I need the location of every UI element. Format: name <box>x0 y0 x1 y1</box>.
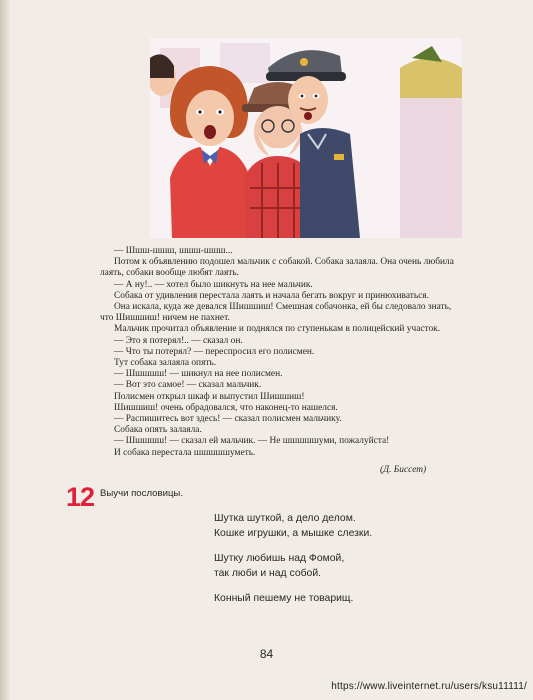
proverb-group <box>214 591 474 606</box>
story-paragraph: — Это я потерял!.. — сказал он. <box>114 335 243 346</box>
story-paragraph: лаять, собаки вообще любят лаять. <box>100 268 239 279</box>
illustration <box>150 38 462 238</box>
story-paragraph: Она искала, куда же девался Шишшиш! Смешная собачонка, ей бы следовало знать, <box>114 302 452 313</box>
page-number: 84 <box>259 647 274 661</box>
proverb-line: Конный пешему не товарищ. <box>214 593 354 604</box>
proverb-line: Шутка шуткой, а дело делом. <box>214 513 356 524</box>
story-paragraph: — Распишитесь вот здесь! — сказал полисмен мальчику. <box>114 414 342 425</box>
story-paragraph: Мальчик прочитал объявление и поднялся по ступенькам в полицейский участок. <box>114 324 441 335</box>
book-spine-shadow <box>0 0 10 700</box>
story-paragraph: Тут собака залаяла опять. <box>114 358 217 369</box>
exercise-number: 12 <box>66 482 95 512</box>
story-paragraph: И собака перестала шшшшшуметь. <box>114 447 256 458</box>
proverb-group <box>214 551 474 581</box>
story-author: (Д. Биссет) <box>380 465 427 475</box>
story-paragraph: — Что ты потерял? — переспросил его полисмен. <box>114 346 315 357</box>
story-paragraph: Потом к объявлению подошел мальчик с собакой. Собака залаяла. Она очень любила <box>114 257 454 268</box>
story-paragraph: — Шшшшш! — шикнул на нее полисмен. <box>114 369 283 380</box>
story-paragraph: Собака от удивления перестала лаять и начала бегать вокруг и принюхиваться. <box>114 290 429 301</box>
story-paragraph: — А ну!.. — хотел было шикнуть на нее мальчик. <box>114 279 313 290</box>
story-paragraph: Собака опять залаяла. <box>114 425 202 436</box>
story-paragraph: что Шишшиш! ничем не пахнет. <box>100 313 230 324</box>
story-paragraph: Полисмен открыл шкаф и выпустил Шишшиш! <box>114 391 305 402</box>
exercise-task: Выучи пословицы. <box>100 488 183 499</box>
illustration-drawing <box>150 38 462 238</box>
proverbs-list <box>214 511 474 616</box>
proverb-line: Кошке игрушки, а мышке слезки. <box>214 528 373 539</box>
watermark-url: https://www.liveinternet.ru/users/ksu11111/ <box>331 681 527 692</box>
story-paragraph: Шишшиш! очень обрадовался, что наконец-то нашелся. <box>114 402 338 413</box>
proverb-group <box>214 511 474 541</box>
proverb-line: так люби и над собой. <box>214 568 322 579</box>
story-paragraph: — Вот это самое! — сказал мальчик. <box>114 380 262 391</box>
proverb-line: Шутку любишь над Фомой, <box>214 553 345 564</box>
story-text <box>100 246 510 459</box>
story-paragraph: — Шшш-шшш, шшш-шшш... <box>114 246 233 256</box>
story-paragraph: — Шшшшш! — сказал ей мальчик. — Не шшшшшуми, пожалуйста! <box>114 436 390 447</box>
